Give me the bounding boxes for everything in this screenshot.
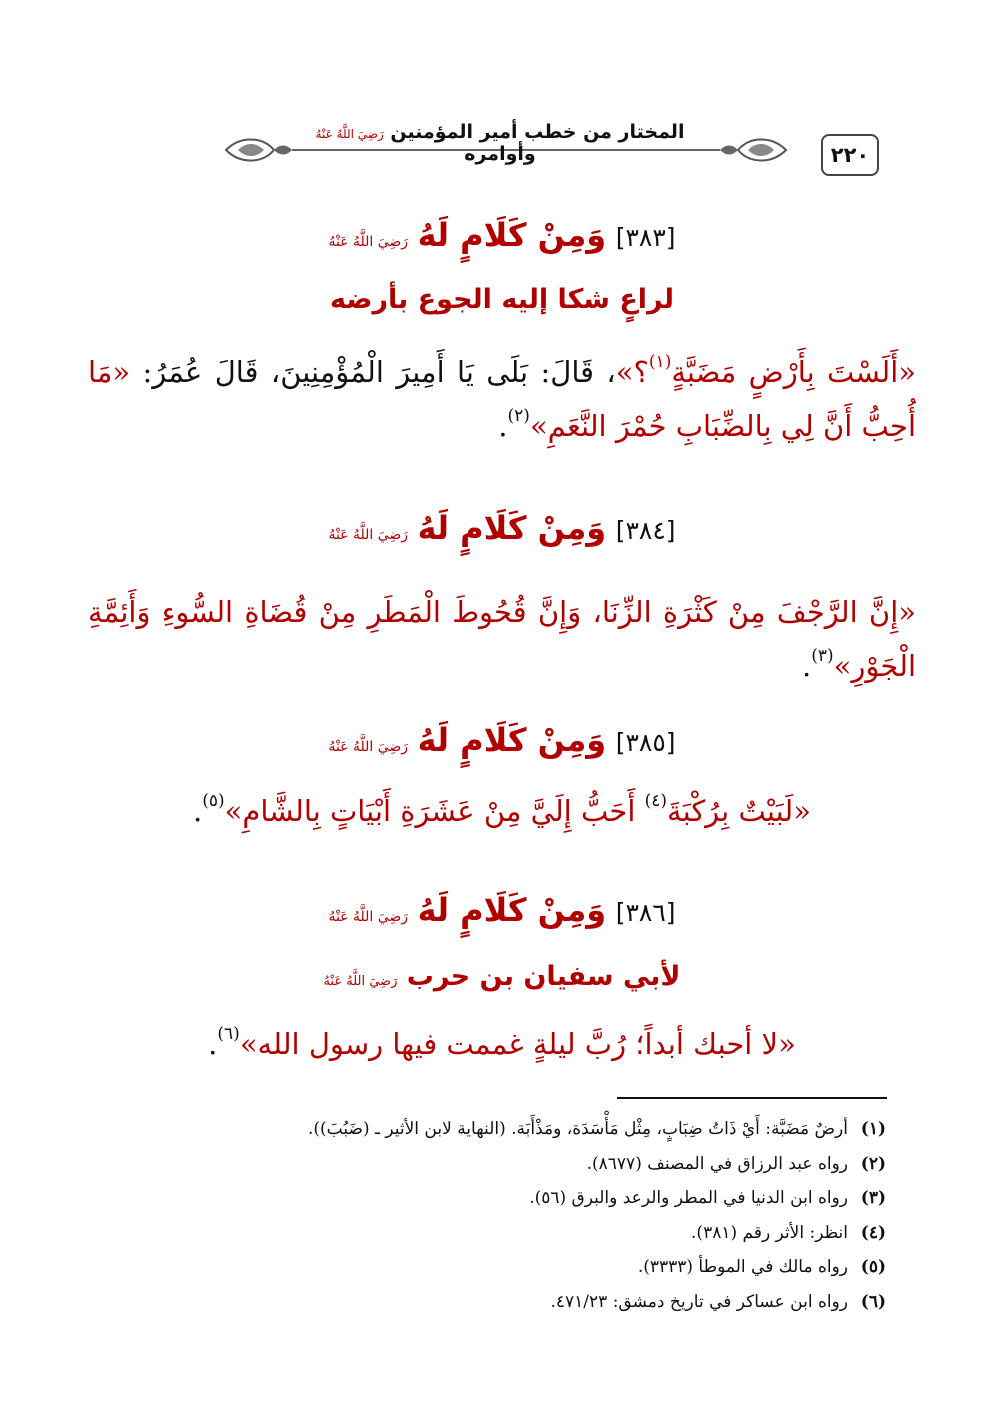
end-mark: . xyxy=(802,649,812,683)
end-mark: . xyxy=(208,1027,218,1061)
section-honorific: رَضِيَ اللَّهُ عَنْهُ xyxy=(328,909,409,925)
right-ornament-icon xyxy=(720,140,786,161)
footnote-ref: (٣) xyxy=(811,646,834,667)
footnote-text: رواه مالك في الموطأ (٣٣٣٣). xyxy=(637,1257,848,1277)
footnote-text: أرضٌ مَضَبَّة: أَيْ ذَاتُ ضِبَابٍ، مِثْل مَأْسَدَة، ومَذْأَبَة. (النهاية لابن الأثير ـ (ضَبُبَ)). xyxy=(308,1119,848,1139)
section-subtitle-383: لراعٍ شكا إليه الجوع بأرضه xyxy=(330,284,674,315)
section-subtitle-386 xyxy=(80,957,924,1002)
page-number-text: ٢٢٠ xyxy=(830,143,870,167)
section-text-385 xyxy=(88,784,916,838)
section-title: وَمِنْ كَلَامٍ لَهُ xyxy=(417,216,607,254)
section-honorific: رَضِيَ اللَّهُ عَنْهُ xyxy=(328,739,409,755)
footnote-ref: (١) xyxy=(648,352,672,373)
end-mark: . xyxy=(498,409,508,443)
footnote-item xyxy=(120,1112,886,1147)
footnote-ref: (٢) xyxy=(507,406,530,427)
section-heading-384 xyxy=(80,506,924,557)
quote-part: «لَبَيْتٌ بِرُكْبَةَ xyxy=(667,794,811,828)
footnote-text: انظر: الأثر رقم (٣٨١). xyxy=(691,1222,848,1243)
page-number xyxy=(821,134,879,176)
section-honorific: رَضِيَ اللَّهُ عَنْهُ xyxy=(328,527,409,543)
header-honorific: رَضِيَ اللَّهُ عَنْهُ xyxy=(315,127,384,141)
footnote-separator xyxy=(617,1097,887,1099)
section-text-383 xyxy=(88,345,916,453)
section-honorific: رَضِيَ اللَّهُ عَنْهُ xyxy=(328,234,409,250)
section-heading-386 xyxy=(80,888,924,939)
footnote-item xyxy=(120,1250,886,1285)
section-number: [٣٨٦] xyxy=(615,898,676,927)
footnote-item xyxy=(120,1216,886,1251)
footnote-number: (٣) xyxy=(860,1188,886,1208)
footnote-number: (٦) xyxy=(860,1291,886,1312)
header-title-text: المختار من خطب أمير المؤمنين xyxy=(390,121,685,143)
section-heading-383 xyxy=(80,213,924,264)
footnote-ref: (٦) xyxy=(217,1024,240,1045)
footnote-item xyxy=(120,1147,886,1182)
narration-text: ، قَالَ: بَلَى يَا أَمِيرَ الْمُؤْمِنِينَ، قَالَ عُمَرُ: xyxy=(130,355,616,389)
end-mark: . xyxy=(193,794,203,828)
quote-part: أَحَبُّ إِلَيَّ مِنْ عَشَرَةِ أَبْيَاتٍ بِالشَّامِ» xyxy=(224,794,645,828)
footnotes xyxy=(120,1112,886,1319)
quote-part: «لا أحبك أبداً؛ رُبَّ ليلةٍ غممت فيها رسول الله» xyxy=(239,1027,796,1061)
footnote-number: (٥) xyxy=(860,1257,886,1277)
footnote-item xyxy=(120,1285,886,1320)
section-title: وَمِنْ كَلَامٍ لَهُ xyxy=(417,721,607,759)
footnote-number: (٤) xyxy=(860,1222,886,1243)
section-heading-385 xyxy=(80,718,924,769)
quote-part: «مَا أُحِبُّ أَنَّ لِي بِالضِّبَابِ حُمْرَ النَّعَمِ» xyxy=(88,355,916,443)
footnote-ref: (٥) xyxy=(202,791,225,812)
section-title: وَمِنْ كَلَامٍ لَهُ xyxy=(417,891,607,929)
quote-part: «أَلَسْتَ بِأَرْضٍ مَضَبَّةٍ xyxy=(671,355,916,389)
section-number: [٣٨٤] xyxy=(615,516,676,545)
subtitle-honorific: رَضِيَ اللَّهُ عَنْهُ xyxy=(323,974,398,989)
section-number: [٣٨٥] xyxy=(615,728,676,757)
left-ornament-icon xyxy=(226,140,292,161)
footnote-item xyxy=(120,1181,886,1216)
footnote-text: رواه عبد الرزاق في المصنف (٨٦٧٧). xyxy=(586,1153,848,1174)
footnote-text: رواه ابن عساكر في تاريخ دمشق: ٤٧١/٢٣. xyxy=(550,1291,848,1312)
quote-part: ؟» xyxy=(615,355,649,389)
header-title-suffix: وأوامره xyxy=(464,143,536,165)
section-text-386 xyxy=(88,1017,916,1071)
section-title: وَمِنْ كَلَامٍ لَهُ xyxy=(417,509,607,547)
footnote-text: رواه ابن الدنيا في المطر والرعد والبرق (٥٦). xyxy=(529,1188,848,1208)
section-text-384 xyxy=(88,585,916,693)
running-header-title xyxy=(300,121,700,165)
quote-part: «إِنَّ الرَّجْفَ مِنْ كَثْرَةِ الزِّنَا، وَإِنَّ قُحُوطَ الْمَطَرِ مِنْ قُضَاةِ السُّوءِ وَأَئِمَّةِ الْجَوْرِ» xyxy=(88,595,916,683)
footnote-number: (١) xyxy=(860,1119,886,1139)
footnote-ref: (٤) xyxy=(644,791,668,812)
footnote-number: (٢) xyxy=(860,1153,886,1174)
section-number: [٣٨٣] xyxy=(615,223,676,252)
subtitle-text: لأبي سفيان بن حرب xyxy=(406,961,681,992)
